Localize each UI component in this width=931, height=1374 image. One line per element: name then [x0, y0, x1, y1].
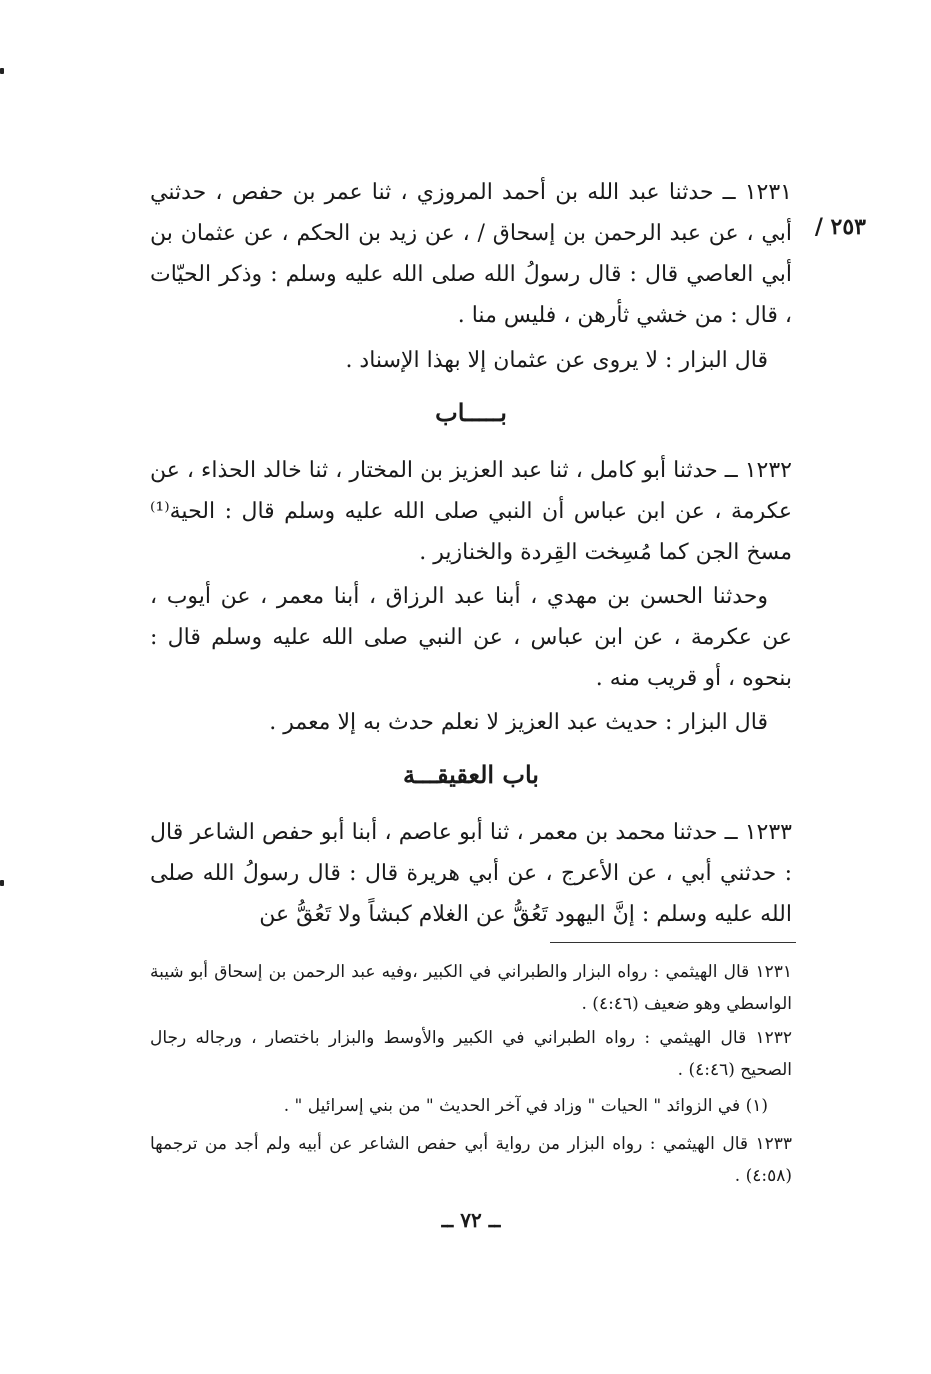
footnote-separator [550, 942, 796, 943]
footnote-1233: ١٢٣٣ قال الهيثمي : رواه البزار من رواية أبي حفص الشاعر عن أبيه ولم أجد من ترجمها (٤:٥٨) . [150, 1134, 792, 1186]
hadith-1232-bazzar-comment: قال البزار : حديث عبد العزيز لا نعلم حدث به إلا معمر . [269, 710, 768, 735]
footnote-1231: ١٢٣١ قال الهيثمي : رواه البزار والطبراني في الكبير ،وفيه عبد الرحمن بن إسحاق أبو شيبة الواسطي وهو ضعيف (٤:٤٦) . [150, 962, 792, 1014]
section-heading-aqiqa: باب العقيقـــة [403, 760, 539, 789]
section-heading-bab: بـــــاب [435, 398, 507, 427]
margin-page-reference: ٢٥٣ / [814, 214, 866, 240]
hadith-1231-text: ١٢٣١ ــ حدثنا عبد الله بن أحمد المروزي ، ثنا عمر بن حفص ، حدثني أبي ، عن عبد الرحمن بن إسحاق / ، عن زيد بن الحكم ، عن عثمان بن أبي العاصي قال : قال رسولُ الله صلى الله عليه وسلم : وذكر الحيّات ، قال : من خشي ثأرهن ، فليس منا . [150, 180, 792, 328]
footnote-1232: ١٢٣٢ قال الهيثمي : رواه الطبراني في الكبير والأوسط والبزار باختصار ، ورجاله رجال الصحيح (٤:٤٦) . [150, 1028, 792, 1080]
hadith-1233-text: ١٢٣٣ ــ حدثنا محمد بن معمر ، ثنا أبو عاصم ، أبنا أبو حفص الشاعر قال : حدثني أبي ، عن الأعرج ، عن أبي هريرة قال : قال رسولُ الله صلى الله عليه وسلم : إنَّ اليهود تَعُقُّ عن الغلام كبشاً ولا تَعُقُّ عن [150, 820, 792, 927]
hadith-1232-text: ١٢٣٢ ــ حدثنا أبو كامل ، ثنا عبد العزيز بن المختار ، ثنا خالد الحذاء ، عن عكرمة ، عن ابن عباس أن النبي صلى الله عليه وسلم قال : الحية⁽¹⁾ مسخ الجن كما مُسِخت القِردة والخنازير . [150, 458, 792, 565]
hadith-1232-second-chain: وحدثنا الحسن بن مهدي ، أبنا عبد الرزاق ، أبنا معمر ، عن أيوب ، عن عكرمة ، عن ابن عباس ، عن النبي صلى الله عليه وسلم قال : بنحوه ، أو قريب منه . [150, 584, 792, 691]
scan-edge-mark [0, 880, 4, 886]
hadith-1231-bazzar-comment: قال البزار : لا يروى عن عثمان إلا بهذا الإسناد . [345, 348, 768, 373]
footnote-1: (١) في الزوائد " الحيات " وزاد في آخر الحديث " من بني إسرائيل " . [283, 1096, 768, 1116]
page-number: ــ ٧٢ ــ [441, 1208, 501, 1232]
scan-edge-mark [0, 68, 4, 74]
